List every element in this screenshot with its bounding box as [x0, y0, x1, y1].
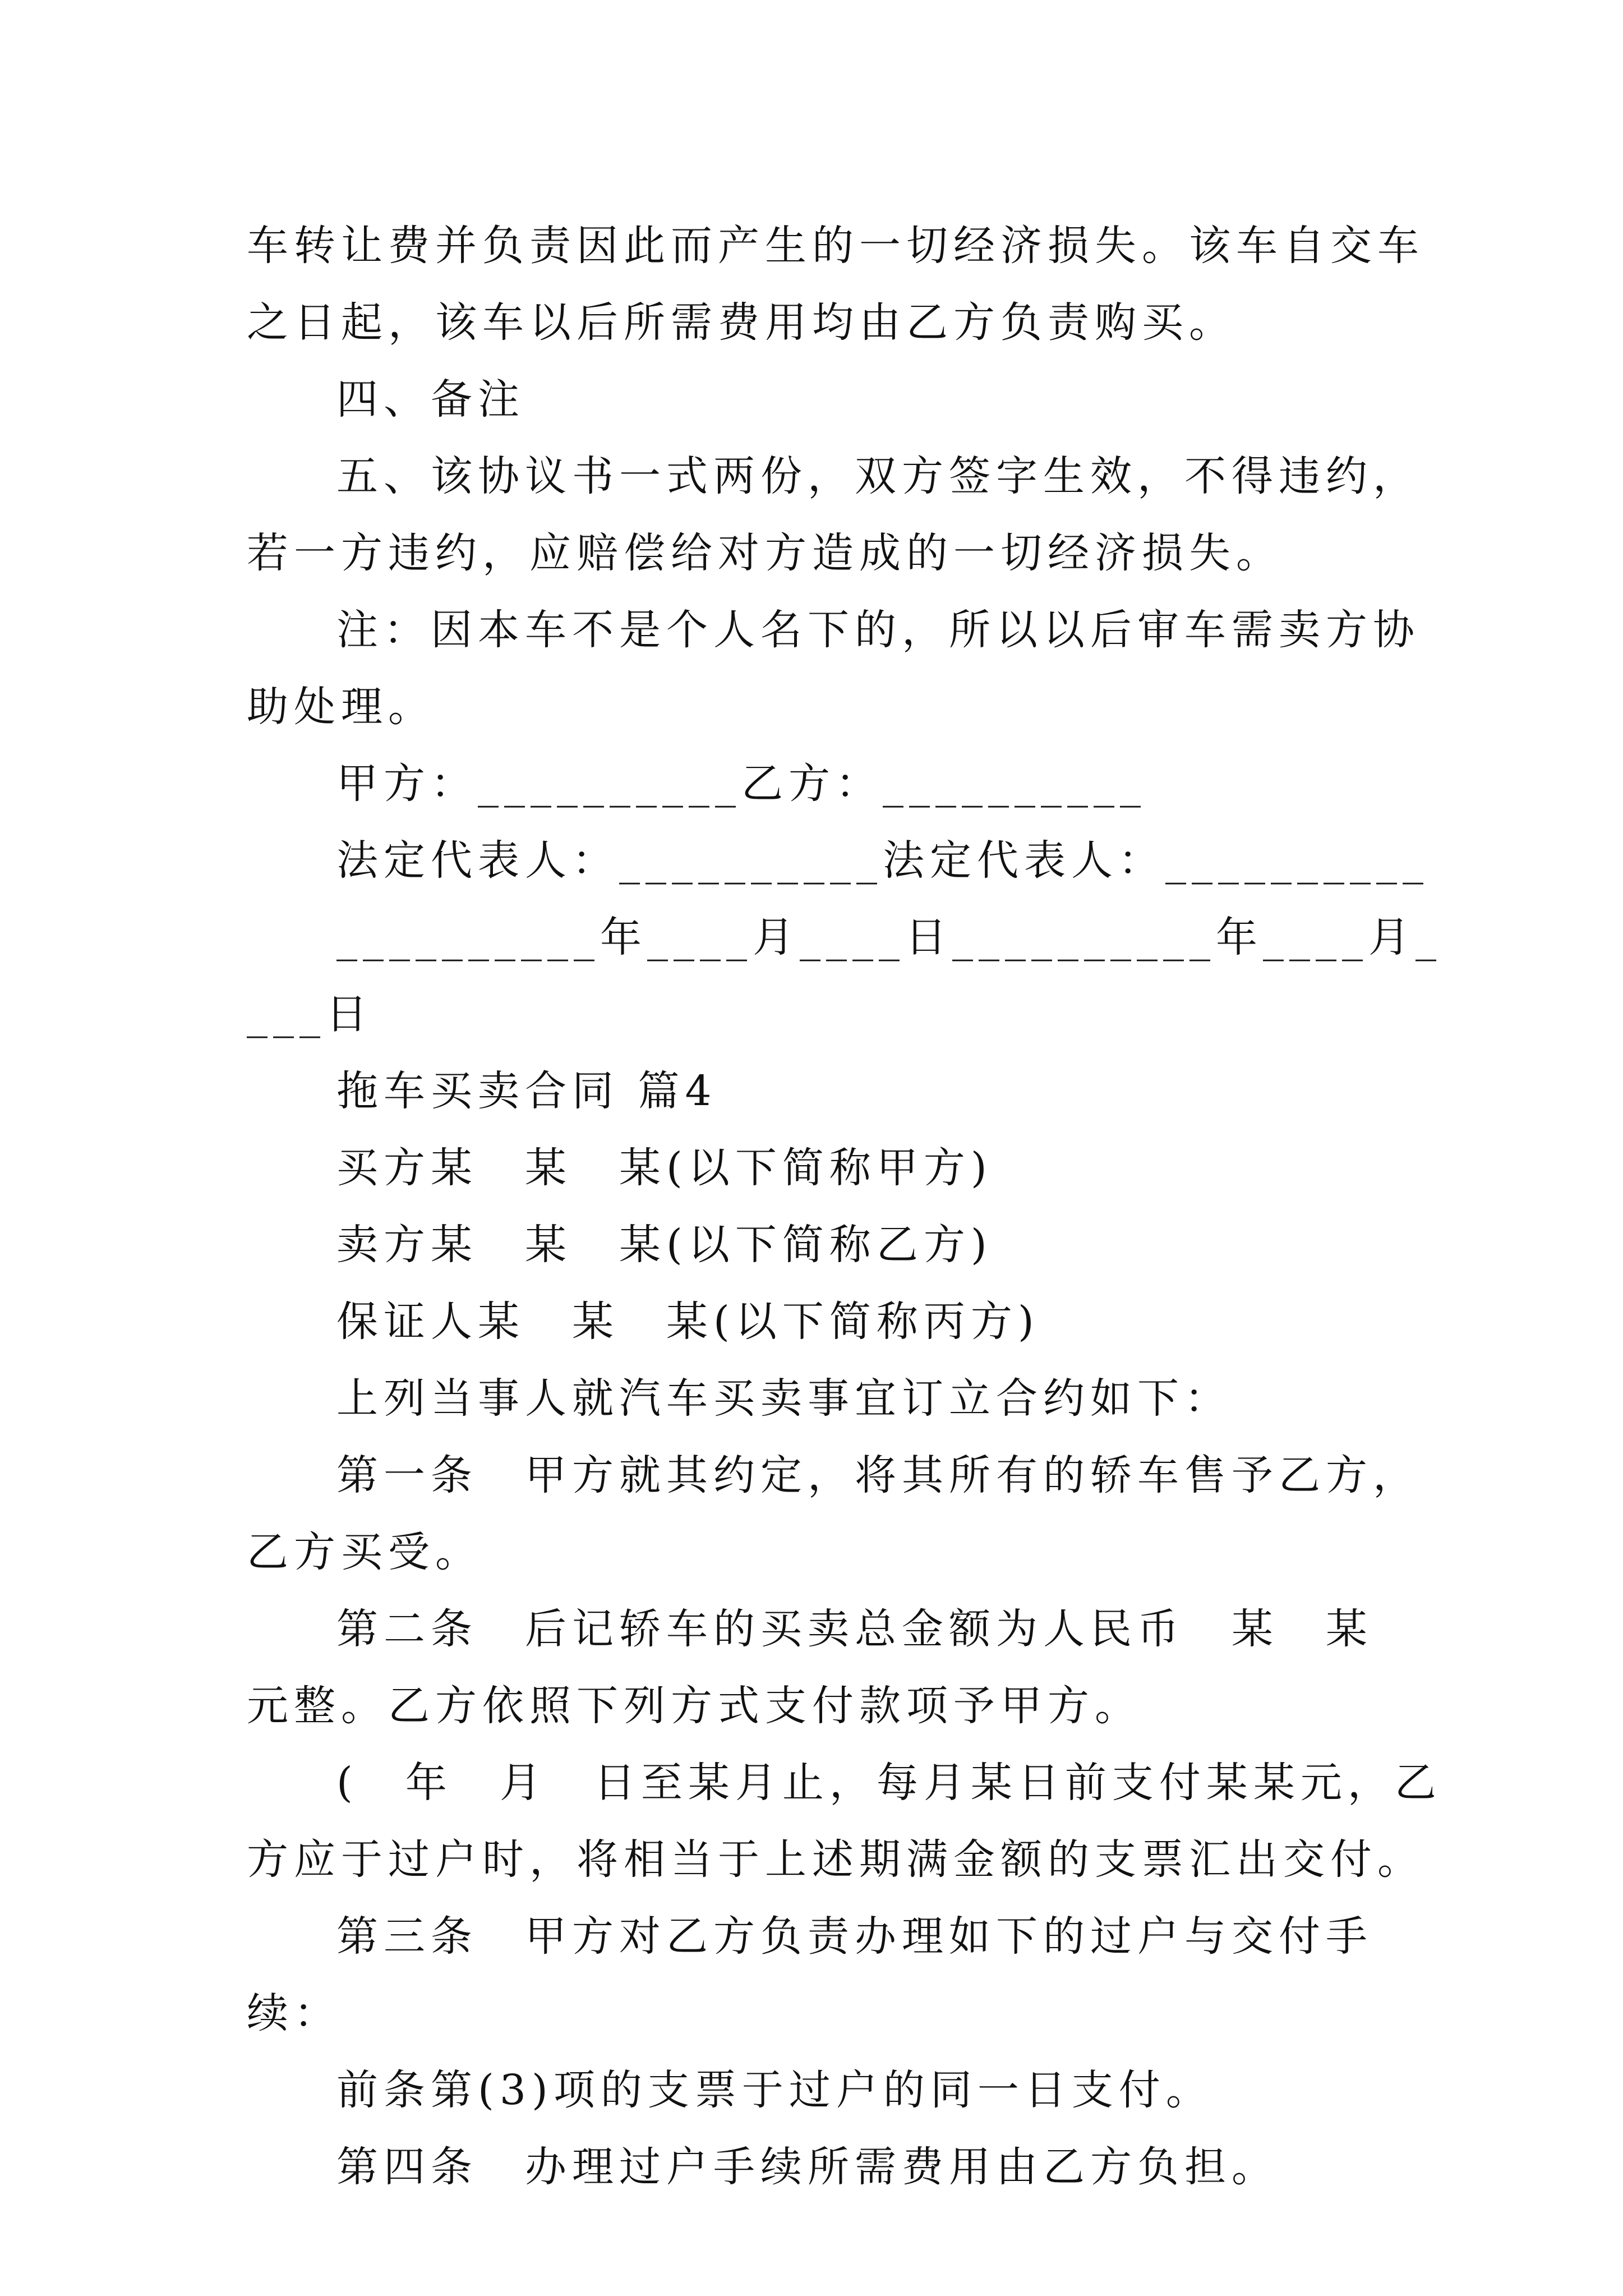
- signature-party-line: 甲方：__________乙方：__________: [336, 760, 1146, 808]
- party-seller: 卖方某 某 某(以下简称乙方): [336, 1221, 993, 1269]
- check-payment-clause: 前条第(3)项的支票于过户的同一日支付。: [336, 2066, 1213, 2114]
- signature-representative-line: 法定代表人：__________法定代表人：__________: [336, 836, 1429, 885]
- article-one: 第一条 甲方就其约定，将其所有的轿车售予乙方，乙方买受。: [247, 1451, 1420, 1576]
- party-buyer: 买方某 某 某(以下简称甲方): [336, 1144, 993, 1192]
- paragraph-preamble: 上列当事人就汽车买卖事宜订立合约如下：: [336, 1374, 1232, 1423]
- article-two: 第二条 后记轿车的买卖总金额为人民币 某 某 元整。乙方依照下列方式支付款项予甲方。: [247, 1605, 1420, 1730]
- section-title: 拖车买卖合同 篇4: [336, 1067, 717, 1115]
- payment-terms: ( 年 月 日至某月止，每月某日前支付某某元，乙方应于过户时，将相当于上述期满金额的支票汇出交付。: [247, 1759, 1442, 1884]
- document-body: [247, 208, 1447, 2206]
- paragraph-remarks-heading: 四、备注: [336, 375, 525, 424]
- paragraph-note: 注：因本车不是个人名下的，所以以后审车需卖方协助处理。: [247, 606, 1420, 731]
- party-guarantor: 保证人某 某 某(以下简称丙方): [336, 1297, 1040, 1346]
- paragraph-continuation: 车转让费并负责因此而产生的一切经济损失。该车自交车之日起，该车以后所需费用均由乙方负责购买。: [247, 222, 1424, 347]
- article-four: 第四条 办理过户手续所需费用由乙方负担。: [336, 2143, 1279, 2191]
- paragraph-clause-five: 五、该协议书一式两份，双方签字生效，不得违约，若一方违约，应赔偿给对方造成的一切经济损失。: [247, 452, 1420, 577]
- signature-date-line: __________年____月____日__________年____月____日: [247, 913, 1442, 1038]
- article-three: 第三条 甲方对乙方负责办理如下的过户与交付手续：: [247, 1912, 1373, 2037]
